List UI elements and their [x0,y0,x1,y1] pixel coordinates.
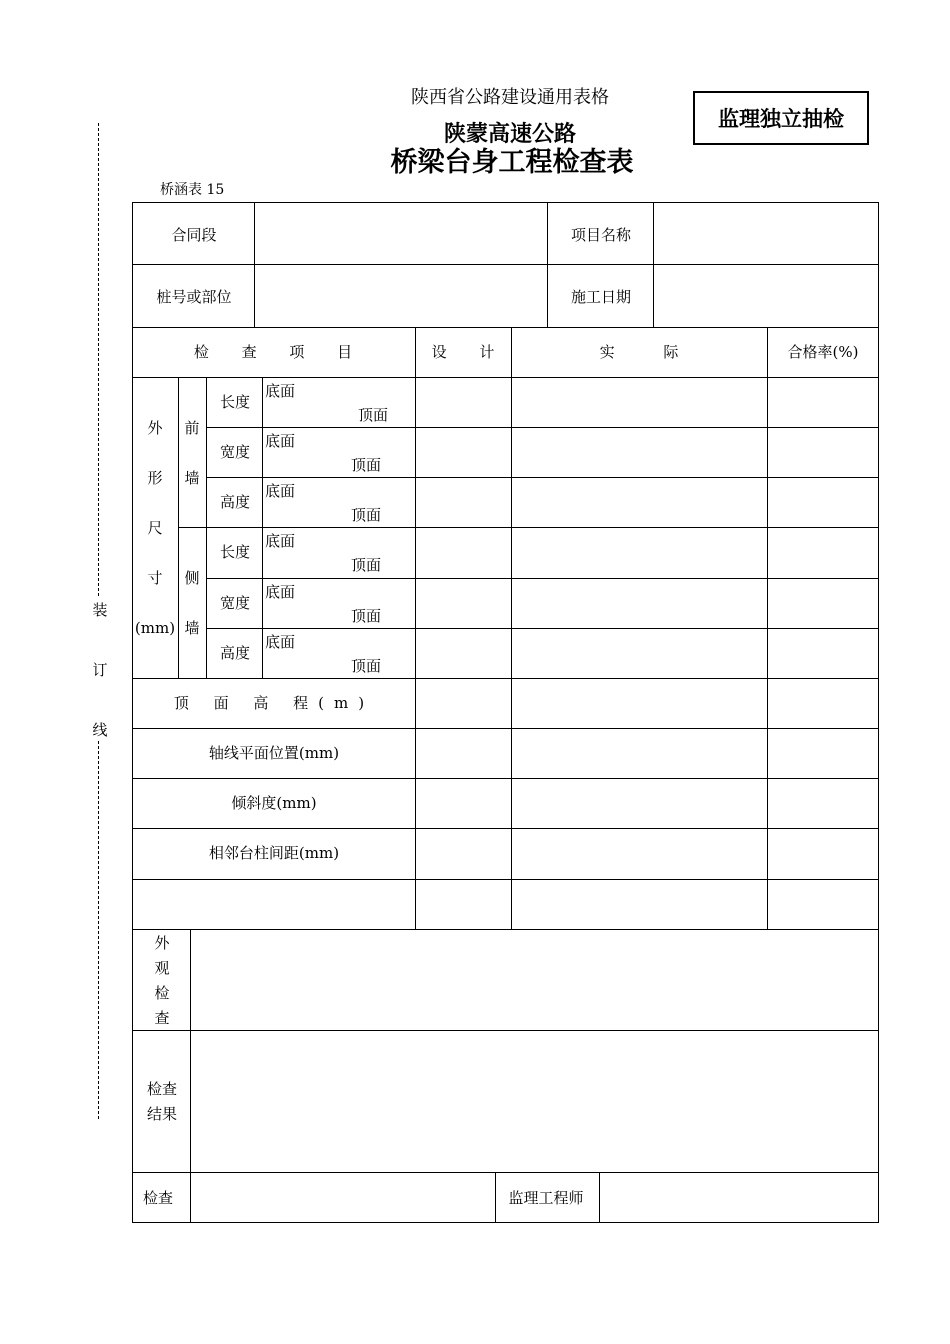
column-design: 设 计 [431,343,509,361]
dim-top: 顶面 [351,456,382,474]
inspector-label: 检查 [142,1189,174,1207]
station-field[interactable] [256,266,546,326]
dim-param: 高度 [219,493,251,511]
item-axis-position: 轴线平面位置(mm) [208,744,340,762]
appearance-char-2: 观 [154,959,170,977]
contract-field[interactable] [256,204,546,263]
binding-char-2: 订 [92,661,108,679]
form-title: 桥梁台身工程检查表 [390,147,634,178]
group-char-4: 寸 [147,569,163,587]
appearance-field[interactable] [192,931,877,1029]
front-wall-char-2: 墙 [184,469,200,487]
binding-char-1: 装 [92,601,108,619]
appearance-char-4: 查 [154,1009,170,1027]
dim-bottom: 底面 [265,432,296,450]
result-field[interactable] [192,1032,877,1171]
engineer-label: 监理工程师 [508,1189,584,1207]
dim-top: 顶面 [351,657,382,675]
dim-top: 顶面 [358,406,389,424]
column-actual: 实 际 [599,343,701,361]
binding-line-bottom [98,741,99,1119]
binding-char-3: 线 [92,721,108,739]
date-label: 施工日期 [570,288,632,306]
side-wall-char-2: 墙 [184,619,200,637]
supervision-stamp: 监理独立抽检 [693,91,869,145]
group-char-3: 尺 [147,519,163,537]
dim-param: 长度 [219,543,251,561]
inspector-field[interactable] [192,1174,494,1221]
group-char-2: 形 [147,469,163,487]
appearance-char-1: 外 [154,934,170,952]
dim-top: 顶面 [351,607,382,625]
project-name-field[interactable] [655,204,877,263]
front-wall-char-1: 前 [184,419,200,437]
province-title: 陕西省公路建设通用表格 [411,87,609,108]
group-char-5: (mm) [134,619,176,637]
project-title: 陕蒙高速公路 [443,122,577,147]
dim-bottom: 底面 [265,382,296,400]
result-label-2: 结果 [146,1105,178,1123]
group-char-1: 外 [147,419,163,437]
engineer-field[interactable] [601,1174,877,1221]
side-wall-char-1: 侧 [184,569,200,587]
binding-line-top [98,123,99,596]
dim-bottom: 底面 [265,583,296,601]
dim-bottom: 底面 [265,532,296,550]
form-code: 桥涵表 15 [160,182,225,198]
project-name-label: 项目名称 [570,226,632,244]
item-elevation: 顶 面 高 程(m) [173,694,375,712]
item-column-spacing: 相邻台柱间距(mm) [208,844,340,862]
dim-top: 顶面 [351,556,382,574]
dim-bottom: 底面 [265,482,296,500]
item-inclination: 倾斜度(mm) [231,794,317,812]
appearance-char-3: 检 [154,984,170,1002]
station-label: 桩号或部位 [156,288,232,306]
dim-param: 高度 [219,644,251,662]
dim-bottom: 底面 [265,633,296,651]
date-field[interactable] [655,266,877,326]
dim-param: 宽度 [219,443,251,461]
column-pass-rate: 合格率(%) [787,343,859,361]
dim-top: 顶面 [351,506,382,524]
dim-param: 长度 [219,393,251,411]
result-label-1: 检查 [146,1080,178,1098]
contract-label: 合同段 [171,226,217,244]
dim-param: 宽度 [219,594,251,612]
column-item: 检 查 项 目 [193,343,367,361]
